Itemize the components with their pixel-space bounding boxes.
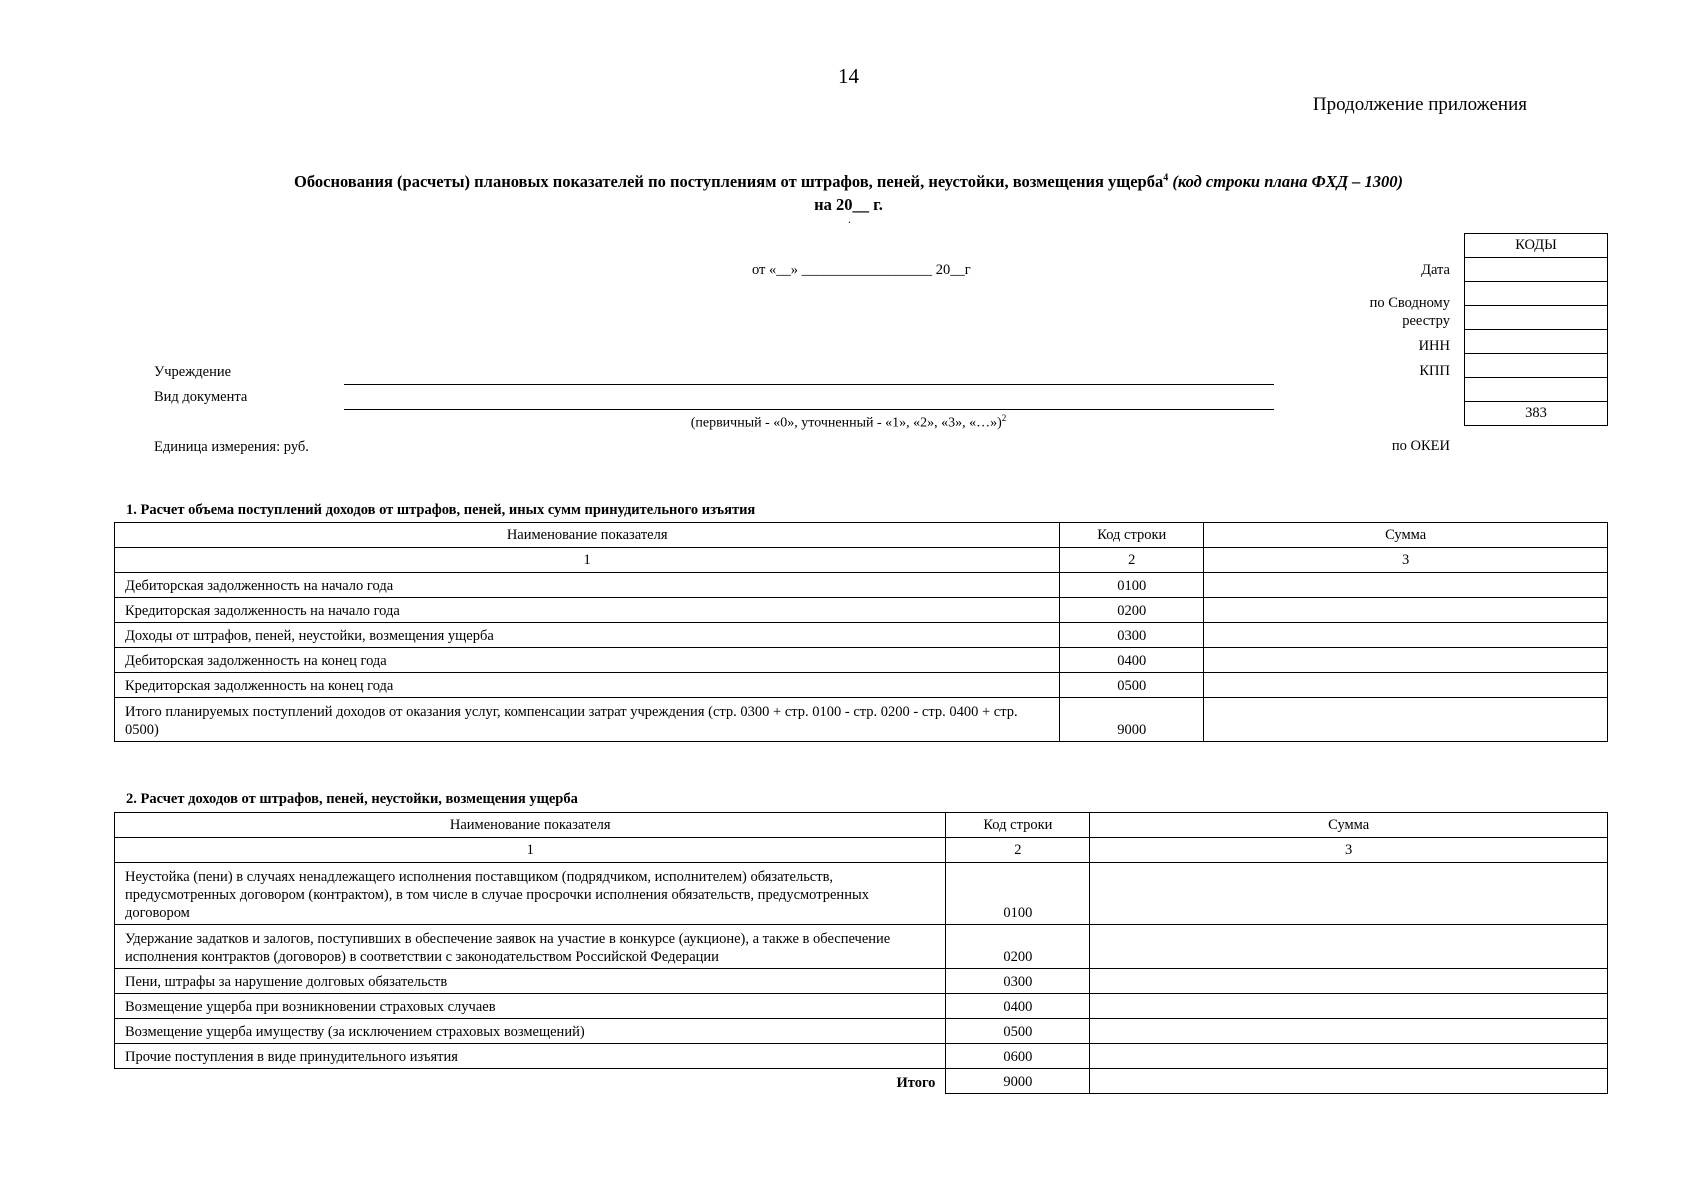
row-sum-field[interactable] xyxy=(1090,925,1608,969)
row-sum-field[interactable] xyxy=(1090,1044,1608,1069)
table-row xyxy=(115,623,1608,648)
table-row xyxy=(115,1019,1608,1044)
title-dot: . xyxy=(848,212,851,226)
s1-colnum-2: 2 xyxy=(1060,548,1204,573)
section1-table xyxy=(114,522,1608,742)
table-row xyxy=(115,925,1608,969)
unit-label: Единица измерения: руб. xyxy=(154,439,309,455)
row-sum-field[interactable] xyxy=(1090,1019,1608,1044)
section2-title: 2. Расчет доходов от штрафов, пеней, неустойки, возмещения ущерба xyxy=(126,791,578,807)
row-name: Итого планируемых поступлений доходов от оказания услуг, компенсации затрат учреждения (стр. 0300 + стр. 0100 - стр. 0200 - стр. 0400 + стр. 0500) xyxy=(115,698,1060,742)
table-row xyxy=(115,573,1608,598)
continuation-note: Продолжение приложения xyxy=(1312,94,1527,115)
row-name: Кредиторская задолженность на конец года xyxy=(115,673,1060,698)
row-sum-field[interactable] xyxy=(1204,698,1608,742)
s1-header-code: Код строки xyxy=(1060,523,1204,548)
code-kpp-field[interactable] xyxy=(1465,354,1608,378)
table-row xyxy=(115,969,1608,994)
row-code: 0200 xyxy=(1060,598,1204,623)
row-code: 0600 xyxy=(946,1044,1090,1069)
title-code-note: (код строки плана ФХД – 1300) xyxy=(1172,172,1403,191)
row-code: 0400 xyxy=(1060,648,1204,673)
section2-table xyxy=(114,812,1608,1094)
table-row xyxy=(115,994,1608,1019)
s2-header-code: Код строки xyxy=(946,813,1090,838)
row-sum-field[interactable] xyxy=(1204,648,1608,673)
table-row-total xyxy=(115,1069,1608,1094)
row-sum-field[interactable] xyxy=(1090,863,1608,925)
label-inn: ИНН xyxy=(1418,338,1450,354)
doc-type-input-line[interactable] xyxy=(344,409,1274,410)
s2-colnum-3: 3 xyxy=(1090,838,1608,863)
label-registry-1: по Сводному xyxy=(1369,295,1450,311)
s1-colnum-3: 3 xyxy=(1204,548,1608,573)
total-code: 9000 xyxy=(946,1069,1090,1094)
total-sum-field[interactable] xyxy=(1090,1069,1608,1094)
table-row-total xyxy=(115,698,1608,742)
row-sum-field[interactable] xyxy=(1204,673,1608,698)
row-code: 9000 xyxy=(1060,698,1204,742)
doc-type-label: Вид документа xyxy=(154,389,248,405)
row-name: Пени, штрафы за нарушение долговых обязательств xyxy=(115,969,946,994)
doc-type-hint xyxy=(0,413,1697,432)
document-title xyxy=(0,172,1697,192)
code-inn-field[interactable] xyxy=(1465,330,1608,354)
row-code: 0500 xyxy=(1060,673,1204,698)
row-sum-field[interactable] xyxy=(1204,623,1608,648)
s2-header-name: Наименование показателя xyxy=(115,813,946,838)
s1-header-sum: Сумма xyxy=(1204,523,1608,548)
row-name: Кредиторская задолженность на начало года xyxy=(115,598,1060,623)
row-name: Доходы от штрафов, пеней, неустойки, возмещения ущерба xyxy=(115,623,1060,648)
row-sum-field[interactable] xyxy=(1090,969,1608,994)
row-name: Неустойка (пени) в случаях ненадлежащего исполнения поставщиком (подрядчиком, исполнителем) обязательств, предусмотренных договором (контрактом), в том числе в случае просрочки исполнения обязательств, предусмотренных договором xyxy=(115,863,946,925)
table-row xyxy=(115,648,1608,673)
s2-colnum-1: 1 xyxy=(115,838,946,863)
page-number: 14 xyxy=(838,64,859,88)
row-code: 0300 xyxy=(946,969,1090,994)
row-code: 0300 xyxy=(1060,623,1204,648)
doc-type-hint-text: (первичный - «0», уточненный - «1», «2», «3», «…») xyxy=(690,415,1002,431)
row-code: 0100 xyxy=(1060,573,1204,598)
s1-colnum-1: 1 xyxy=(115,548,1060,573)
table-row xyxy=(115,863,1608,925)
code-registry-field-2[interactable] xyxy=(1465,306,1608,330)
table-row xyxy=(115,1044,1608,1069)
label-date: Дата xyxy=(1421,262,1450,278)
doc-type-hint-sup: 2 xyxy=(1001,413,1007,423)
row-code: 0500 xyxy=(946,1019,1090,1044)
code-date-field[interactable] xyxy=(1465,258,1608,282)
row-name: Дебиторская задолженность на конец года xyxy=(115,648,1060,673)
row-name: Возмещение ущерба при возникновении страховых случаев xyxy=(115,994,946,1019)
institution-input-line[interactable] xyxy=(344,384,1274,385)
label-kpp: КПП xyxy=(1419,363,1450,379)
code-registry-field-1[interactable] xyxy=(1465,282,1608,306)
row-sum-field[interactable] xyxy=(1090,994,1608,1019)
row-code: 0400 xyxy=(946,994,1090,1019)
row-sum-field[interactable] xyxy=(1204,598,1608,623)
label-okei: по ОКЕИ xyxy=(1391,438,1450,454)
date-line[interactable]: от «__» __________________ 20__г xyxy=(752,262,971,278)
title-footnote: 4 xyxy=(1163,172,1169,184)
s2-header-sum: Сумма xyxy=(1090,813,1608,838)
codes-table xyxy=(1464,233,1608,426)
code-doctype-field[interactable] xyxy=(1465,378,1608,402)
total-label: Итого xyxy=(896,1074,936,1091)
row-code: 0100 xyxy=(946,863,1090,925)
label-registry-2: реестру xyxy=(1402,313,1450,329)
title-main: Обоснования (расчеты) плановых показателей по поступлениям от штрафов, пеней, неустойки, возмещения ущерба xyxy=(294,172,1164,191)
table-row xyxy=(115,673,1608,698)
row-name: Прочие поступления в виде принудительного изъятия xyxy=(115,1044,946,1069)
s2-colnum-2: 2 xyxy=(946,838,1090,863)
row-code: 0200 xyxy=(946,925,1090,969)
row-name: Возмещение ущерба имуществу (за исключением страховых возмещений) xyxy=(115,1019,946,1044)
s1-header-name: Наименование показателя xyxy=(115,523,1060,548)
table-row xyxy=(115,598,1608,623)
row-sum-field[interactable] xyxy=(1204,573,1608,598)
code-okei-field: 383 xyxy=(1465,402,1608,426)
title-year: на 20__ г. xyxy=(814,195,883,214)
row-name: Дебиторская задолженность на начало года xyxy=(115,573,1060,598)
institution-label: Учреждение xyxy=(154,364,232,380)
codes-header: КОДЫ xyxy=(1465,234,1608,258)
row-name: Удержание задатков и залогов, поступивших в обеспечение заявок на участие в конкурсе (аукционе), а также в обеспечение исполнения контрактов (договоров) в соответствии с законодательством Российской Федерации xyxy=(115,925,946,969)
section1-title: 1. Расчет объема поступлений доходов от штрафов, пеней, иных сумм принудительного изъятия xyxy=(126,502,756,518)
